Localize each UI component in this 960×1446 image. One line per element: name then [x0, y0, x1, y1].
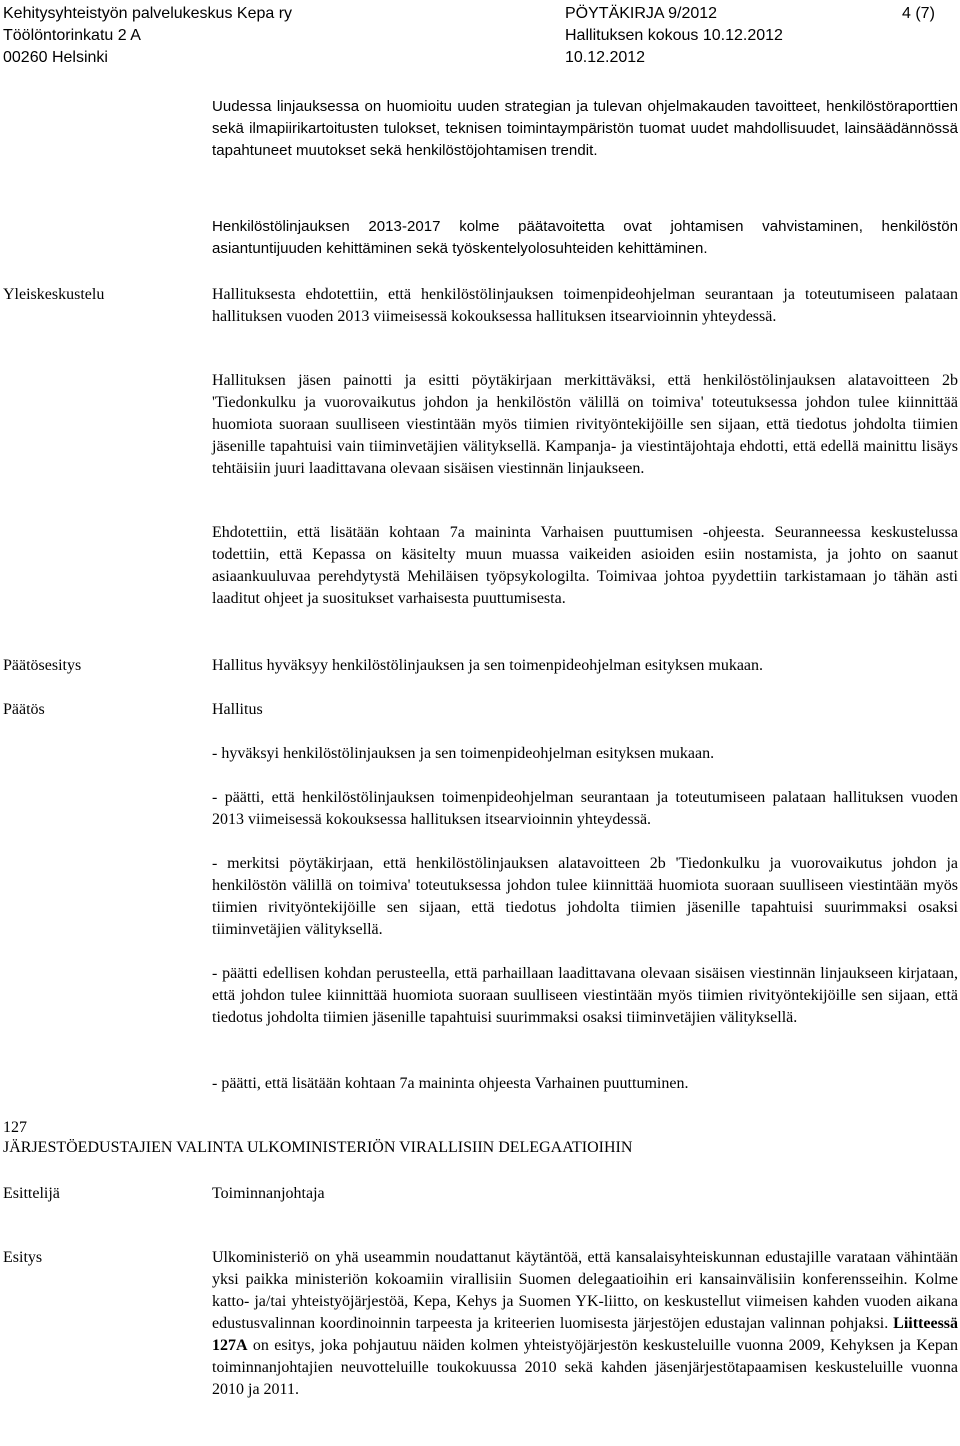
presenter-value: Toiminnanjohtaja — [212, 1185, 325, 1202]
decision-label: Päätös — [3, 701, 45, 718]
meeting-name: Hallituksen kokous 10.12.2012 — [565, 27, 783, 44]
section-number: 127 — [3, 1119, 27, 1136]
proposal-text: Hallitus hyväksyy henkilöstölinjauksen ja sen toimenpideohjelman esityksen mukaan. — [212, 657, 764, 674]
decision-item: - merkitsi pöytäkirjaan, että henkilöstölinjauksen alatavoitteen 2b 'Tiedonkulku ja vuorovaikutus johdon ja henkilöstön välillä on toimiva' toteutuksessa johdon tulee kiinnittää huomiota suoraan suulliseen viestintään myös tiimien rivityöntekijöille sen sijaan, että tiedotus johdolta tiimien jäsenille tapahtuisi suurimmaksi osaksi tiiminvetäjien välityksellä. — [212, 855, 958, 938]
doc-title: PÖYTÄKIRJA 9/2012 — [565, 5, 718, 22]
intro-paragraph-1: Uudessa linjauksessa on huomioitu uuden strategian ja tulevan ohjelmakauden tavoitteet, henkilöstöraporttien sekä ilmapiirikartoitusten tulokset, teknisen toimintaympäristön tuomat uudet mahdollisuudet, lainsäädännössä tapahtuneet muutokset sekä henkilöstöjohtamisen trendit. — [212, 98, 958, 159]
org-street: Töölöntorinkatu 2 A — [3, 27, 141, 44]
intro-paragraph-2: Henkilöstölinjauksen 2013-2017 kolme päätavoitetta ovat johtamisen vahvistaminen, henkilöstön asiantuntijuuden kehittäminen sekä työskentelyolosuhteiden kehittäminen. — [212, 218, 958, 257]
decision-subject: Hallitus — [212, 701, 263, 718]
section-proposal-part-1: Ulkoministeriö on yhä useammin noudattanut käytäntöä, että kansalaisyhteiskunnan edustajille varataan vähintään yksi paikka ministeriön kokoamiin virallisiin Suomen delegaatioihin eri kansainvälisiin konferensseihin. Kolme katto- ja/tai yhteistyöjärjestöä, Kepa, Kehys ja Suomen YK-liitto, on keskustellut viimeisen kahden vuoden aikana edustusvalinnan koordinoinnin tarpeesta ja kriteerien luomisesta järjestöjen edustajan valinnan pohjaksi. — [212, 1249, 958, 1332]
decision-item: - päätti edellisen kohdan perusteella, että parhaillaan laadittavana olevaan sisäisen viestinnän linjaukseen kirjataan, että johdon tulee kiinnittää huomiota suoraan suulliseen viestintään myös tiimien rivityöntekijöille sen sijaan, että tiedotus johdolta tiimien jäsenille tapahtuisi suurimmaksi osaksi tiiminvetäjien välityksellä. — [212, 965, 958, 1026]
section-proposal-part-2: on esitys, joka pohjautuu näiden kolmen yhteistyöjärjestön keskusteluille vuonna 2009, Kehyksen ja Kepan toiminnanjohtajien neuvotteluille toukokuussa 2010 sekä kahden jäsenjärjestötapaamisen keskusteluille vuonna 2010 ja 2011. — [212, 1337, 958, 1398]
presenter-label: Esittelijä — [3, 1185, 60, 1202]
section-proposal-label: Esitys — [3, 1249, 43, 1266]
section-proposal-text — [212, 1247, 958, 1401]
general-discussion-label: Yleiskeskustelu — [3, 286, 105, 303]
org-name: Kehitysyhteistyön palvelukeskus Kepa ry — [3, 5, 293, 22]
section-title: JÄRJESTÖEDUSTAJIEN VALINTA ULKOMINISTERIÖN VIRALLISIIN DELEGAATIOIHIN — [3, 1139, 633, 1156]
proposal-label: Päätösesitys — [3, 657, 82, 674]
decision-item: - hyväksyi henkilöstölinjauksen ja sen toimenpideohjelman esityksen mukaan. — [212, 745, 715, 762]
meeting-date: 10.12.2012 — [565, 49, 646, 66]
org-postcode-city: 00260 Helsinki — [3, 49, 108, 66]
general-discussion-paragraph-3: Ehdotettiin, että lisätään kohtaan 7a maininta Varhaisen puuttumisen -ohjeesta. Seuranneessa keskustelussa todettiin, että Kepassa on käsitelty muun muassa vaikeiden asioiden esiin nostamista, ja johto on saanut asiaankuuluvaa perehdytystä Mehiläisen työpsykologilta. Toimivaa johtoa pyydettiin tarkistamaan jo tähän asti laaditut ohjeet ja suositukset varhaisesta puuttumisesta. — [212, 524, 958, 607]
appendix-reference: Liitteessä 127A — [212, 1315, 959, 1354]
general-discussion-paragraph-1: Hallituksesta ehdotettiin, että henkilöstölinjauksen toimenpideohjelman seurantaan ja toteutumiseen palataan hallituksen vuoden 2013 viimeisessä kokouksessa hallituksen itsearvioinnin yhteydessä. — [212, 286, 958, 325]
page-number: 4 (7) — [902, 5, 935, 22]
decision-item: - päätti, että henkilöstölinjauksen toimenpideohjelman seurantaan ja toteutumiseen palataan hallituksen vuoden 2013 viimeisessä kokouksessa hallituksen itsearvioinnin yhteydessä. — [212, 789, 958, 828]
general-discussion-paragraph-2: Hallituksen jäsen painotti ja esitti pöytäkirjaan merkittäväksi, että henkilöstölinjauksen alatavoitteen 2b 'Tiedonkulku ja vuorovaikutus johdon ja henkilöstön välillä on toimiva' toteutuksessa johdon tulee kiinnittää huomiota suoraan suulliseen viestintään myös tiimien rivityöntekijöille sen sijaan, että tiedotus johdolta tiimien jäsenille tapahtuisi vain tiiminvetäjien välityksellä. Kampanja- ja viestintäjohtaja ehdotti, että edellä mainittu lisäys tehtäisiin juuri laadittavana olevaan sisäisen viestinnän linjaukseen. — [212, 372, 958, 477]
decision-item: - päätti, että lisätään kohtaan 7a maininta ohjeesta Varhainen puuttuminen. — [212, 1075, 689, 1092]
